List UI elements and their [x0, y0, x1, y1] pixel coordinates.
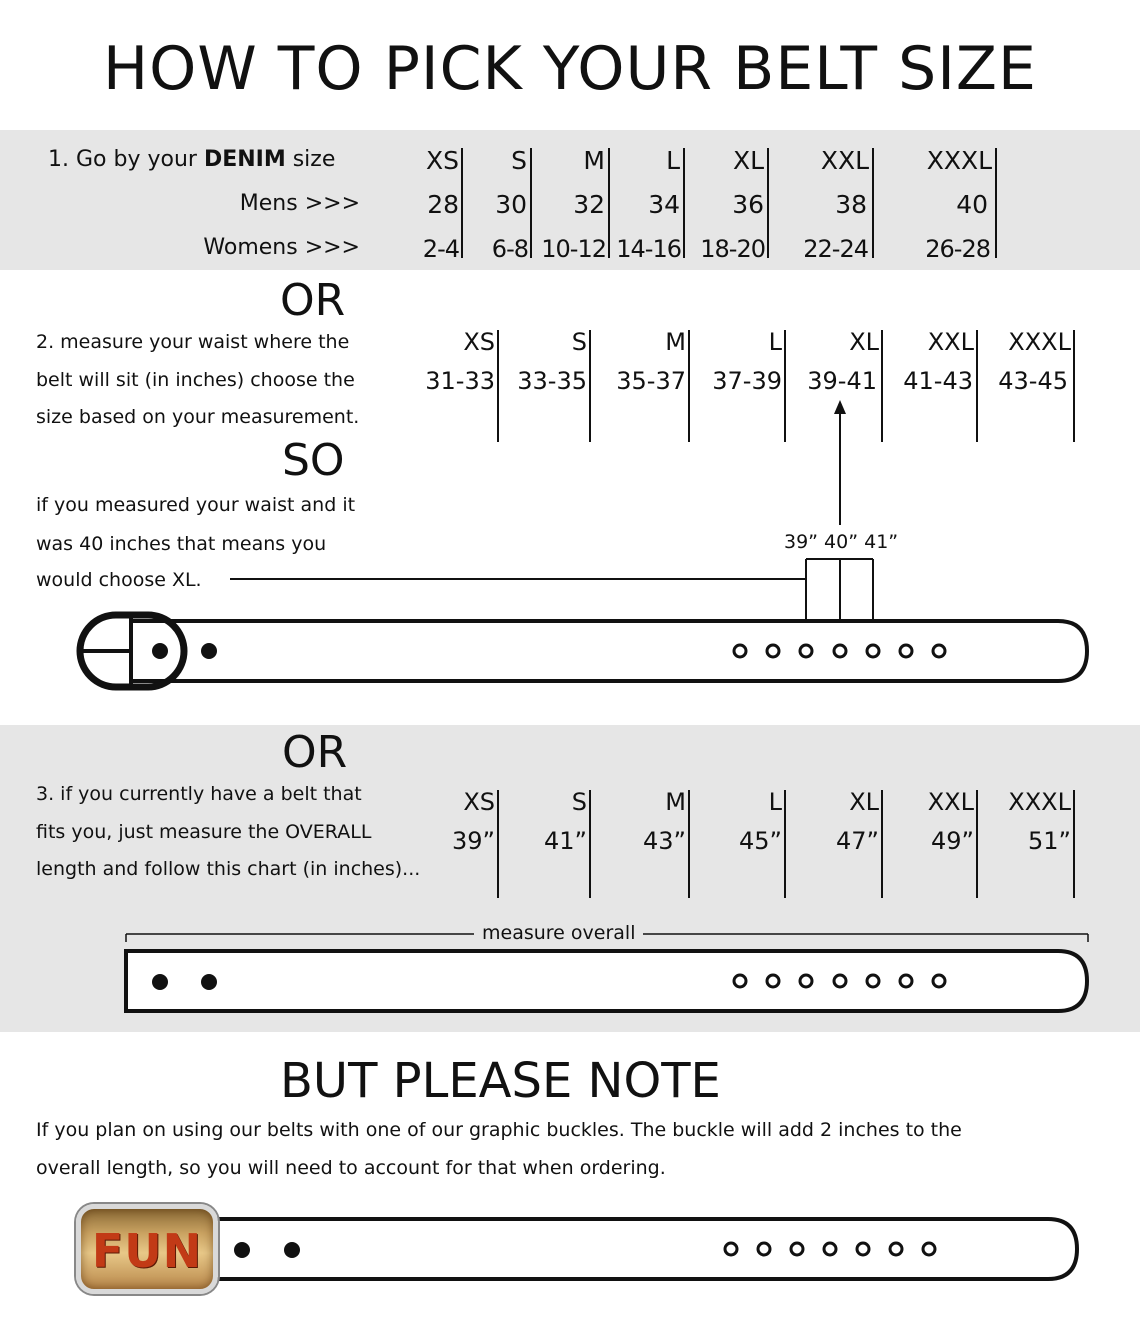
belt-3-hole — [890, 1243, 902, 1255]
belt-3-hole — [791, 1243, 803, 1255]
s2-text-line: belt will sit (in inches) choose the — [36, 369, 355, 391]
so-label: SO — [282, 435, 345, 486]
s1-size-l: L — [666, 146, 680, 175]
belt-2-hole — [767, 975, 779, 987]
section1-heading-suffix: size — [285, 147, 336, 172]
fun-graphic-buckle — [76, 1204, 218, 1294]
note-text-line: If you plan on using our belts with one of our graphic buckles. The buckle will add 2 inches to the — [36, 1119, 962, 1141]
s1-size-s: S — [511, 146, 527, 175]
s3-length-m: 43” — [643, 827, 686, 855]
s2-size-l: L — [768, 328, 782, 356]
s3-size-xl: XL — [849, 788, 879, 816]
or-label-1: OR — [280, 275, 346, 326]
belt-2-hole — [900, 975, 912, 987]
belt-1-hole — [834, 645, 846, 657]
s1-mens-xxxl: 40 — [956, 190, 988, 219]
s1-womens-xxl: 22-24 — [803, 235, 868, 263]
s1-size-xxxl: XXXL — [926, 146, 992, 175]
belt-3-hole — [824, 1243, 836, 1255]
s2-range-m: 35-37 — [616, 367, 686, 395]
s3-length-xl: 47” — [836, 827, 879, 855]
belt-2-hole — [867, 975, 879, 987]
s2-size-xxl: XXL — [927, 328, 974, 356]
s2-text-line: size based on your measurement. — [36, 406, 360, 428]
s3-length-l: 45” — [739, 827, 782, 855]
example-text-line: would choose XL. — [36, 569, 202, 591]
belt-1-hole — [933, 645, 945, 657]
s1-womens-l: 14-16 — [616, 235, 681, 263]
s1-mens-l: 34 — [648, 190, 680, 219]
s1-size-xxl: XXL — [820, 146, 869, 175]
s1-mens-xxl: 38 — [835, 190, 867, 219]
s2-size-xxxl: XXXL — [1008, 328, 1071, 356]
s3-text-line: fits you, just measure the OVERALL — [36, 821, 372, 843]
s3-size-xs: XS — [463, 788, 495, 816]
s3-size-xxl: XXL — [927, 788, 974, 816]
section1-heading-bold: DENIM — [203, 147, 286, 172]
note-text-line: overall length, so you will need to account for that when ordering. — [36, 1157, 666, 1179]
s1-womens-m: 10-12 — [541, 235, 606, 263]
s2-range-xxxl: 43-45 — [998, 367, 1068, 395]
measure-overall-label: measure overall — [474, 921, 643, 945]
s3-size-l: L — [768, 788, 782, 816]
womens-label: Womens >>> — [203, 235, 360, 260]
s2-size-s: S — [571, 328, 587, 356]
section1-heading-prefix: 1. Go by your — [48, 147, 204, 172]
s2-range-s: 33-35 — [517, 367, 587, 395]
s1-size-m: M — [583, 146, 605, 175]
belt-3-hole — [725, 1243, 737, 1255]
s1-womens-s: 6-8 — [491, 235, 528, 263]
s3-size-m: M — [665, 788, 686, 816]
belt-1-hole — [900, 645, 912, 657]
s2-size-xs: XS — [463, 328, 495, 356]
belt-1-hole — [734, 645, 746, 657]
s3-size-xxxl: XXXL — [1008, 788, 1071, 816]
belt-1 — [80, 615, 1087, 687]
xl-arrow — [834, 400, 846, 525]
belt-2-hole — [933, 975, 945, 987]
s1-mens-xl: 36 — [732, 190, 764, 219]
belt-3-stud — [284, 1242, 300, 1258]
s2-text-line: 2. measure your waist where the — [36, 331, 350, 353]
hole-size-labels: 39” 40” 41” — [784, 531, 899, 553]
s2-range-xxl: 41-43 — [903, 367, 973, 395]
s1-size-xs: XS — [426, 146, 459, 175]
s1-womens-xxxl: 26-28 — [925, 235, 990, 263]
belt-2-stud — [201, 974, 217, 990]
s3-length-s: 41” — [544, 827, 587, 855]
s2-size-xl: XL — [849, 328, 879, 356]
belt-3-hole — [857, 1243, 869, 1255]
belt-3 — [200, 1219, 1077, 1279]
belt-2-stud — [152, 974, 168, 990]
example-text-line: was 40 inches that means you — [36, 533, 327, 555]
s3-size-s: S — [571, 788, 587, 816]
belt-2-hole — [734, 975, 746, 987]
belt-2-hole — [834, 975, 846, 987]
belt-1-stud — [152, 643, 168, 659]
belt-1-hole — [867, 645, 879, 657]
s3-length-xxl: 49” — [931, 827, 974, 855]
fun-buckle-text: FUN — [91, 1224, 203, 1278]
belt-2-hole — [800, 975, 812, 987]
s2-range-xl: 39-41 — [807, 367, 877, 395]
belt-3-hole — [758, 1243, 770, 1255]
s1-womens-xs: 2-4 — [422, 235, 459, 263]
s1-mens-m: 32 — [573, 190, 605, 219]
s3-length-xs: 39” — [452, 827, 495, 855]
page-title: HOW TO PICK YOUR BELT SIZE — [103, 34, 1037, 104]
belt-1-hole — [767, 645, 779, 657]
s2-range-l: 37-39 — [712, 367, 782, 395]
s1-womens-xl: 18-20 — [700, 235, 765, 263]
s1-mens-xs: 28 — [427, 190, 459, 219]
s3-text-line: length and follow this chart (in inches)... — [36, 858, 421, 880]
note-title: BUT PLEASE NOTE — [280, 1053, 721, 1109]
s3-length-xxxl: 51” — [1028, 827, 1071, 855]
s2-range-xs: 31-33 — [425, 367, 495, 395]
s2-size-m: M — [665, 328, 686, 356]
belt-2 — [126, 951, 1087, 1011]
belt-3-hole — [923, 1243, 935, 1255]
or-label-2: OR — [282, 727, 348, 778]
s1-mens-s: 30 — [495, 190, 527, 219]
belt-1-stud — [201, 643, 217, 659]
mens-label: Mens >>> — [239, 191, 360, 216]
s3-text-line: 3. if you currently have a belt that — [36, 783, 362, 805]
belt-1-hole — [800, 645, 812, 657]
belt-3-stud — [234, 1242, 250, 1258]
example-text-line: if you measured your waist and it — [36, 494, 356, 516]
s1-size-xl: XL — [732, 146, 764, 175]
